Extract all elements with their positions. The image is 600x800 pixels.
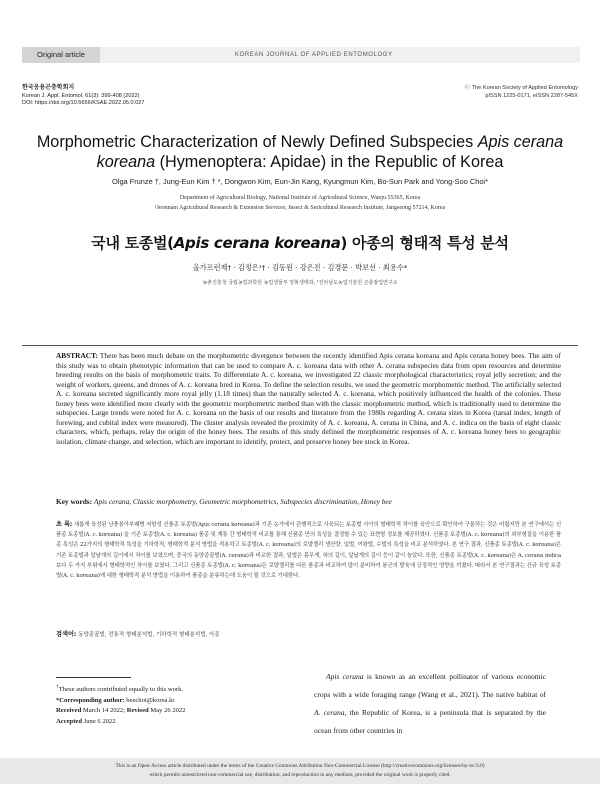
title-ko-species: Apis cerana koreana	[173, 234, 341, 252]
corresponding-email[interactable]: beechoi@korea.kr	[126, 696, 175, 704]
article-title-korean	[30, 232, 570, 253]
affiliation-2: ¹Jeonnam Agricultural Research & Extension Services, Insect & Sericultural Research Institute, Jangseong 57214, Korea	[154, 204, 446, 211]
article-type-tag: Original article	[22, 47, 100, 63]
affiliation-1: Department of Agricultural Biology, National Institute of Agricultural Science, Wanju 55365, Korea	[179, 195, 421, 201]
article-title-english	[30, 132, 570, 172]
corresponding-author: *Corresponding author: beechoi@korea.kr	[56, 696, 175, 704]
title-en-species: Apis cerana koreana	[96, 133, 564, 171]
abstract-label: ABSTRACT:	[56, 351, 98, 360]
keywords-label: Key words:	[56, 497, 93, 506]
header-band	[0, 47, 600, 63]
korean-abstract-label: 초 록:	[56, 521, 73, 528]
license-footer	[0, 758, 600, 784]
footnote-rule	[56, 677, 131, 678]
abstract-text: There has been much debate on the morphometric divergence between the recently identified Apis cerana koreana and Apis cerana honey bees. The aim of this study was to obtain phenotypic information that can be used to compare A. c. koreana data with other A. cerana subspecies data from open resources and determine breeding results on the basis of morphometric traits. To differentiate A. c. koreana, we investigated 22 classic morphological characteristics; royal jelly secretion; and the weight of workers, queens, and drones of A. c. koreana bred in Korea. To define the selection results, we used the geometric morphometric method. The artificially selected A. c. koreana secreted significantly more royal jelly (1.18 times) than the naturally selected A. c. koreana, which positively influenced the health of the colonies. These honey bees were identified more clearly with the geometric morphometric method than with the classic morphometric method, which is traditionally used to determine the subspecies. Large trends were noted for A. c. koreana on the basis of our results and literature from the 1980s regarding A. cerana sizes in Korea (tarsal index, length of forewing, and cubital index were measured). The cluster analysis revealed the proximity of A. c. koreana, A. cerana in China, and A. c. indica on the basis of eight classic characters, which, perhaps, relay the origin of the honey bees. The results of this study defined the morphometric responses of A. c. koreana honey bees to geographic isolation, climate change, and selection, which are important to identify, protect, and preserve honey bee stock in Korea.	[56, 351, 561, 446]
date-accepted: Accepted June 6 2022	[56, 717, 116, 725]
korean-keywords-label: 검색어:	[56, 631, 77, 638]
copyright-society: ⓒ The Korean Society of Applied Entomology	[464, 85, 578, 91]
title-ko-part1: 국내 토종벌(	[91, 234, 174, 252]
abstract-korean	[56, 520, 561, 581]
korean-keywords-text: 동양종꿀벌, 전통적 형태분석법, 기하학적 형태분석법, 아종	[78, 632, 220, 638]
doi-link[interactable]: DOI: https://doi.org/10.5656/KSAE.2022.05.0.027	[22, 100, 145, 106]
intro-body-text: Apis cerana is known as an excellent pollinator of various economic crops with a wide foraging range (Wang et al., 2021). The native habitat of A. cerana, the Republic of Korea, is a peninsula that is separated by the ocean from other countries in	[314, 672, 546, 735]
citation-block	[22, 85, 145, 108]
dates-received-revised: Received March 14 2022; Revised May 26 2022	[56, 707, 186, 715]
keywords-korean	[56, 629, 561, 638]
divider-top	[22, 345, 578, 346]
title-en-part2: (Hymenoptera: Apidae) in the Republic of Korea	[155, 153, 504, 171]
affiliations-english	[30, 194, 570, 213]
body-species: Apis cerana	[326, 672, 364, 681]
license-line-1: This is an Open-Access article distributed under the terms of the Creative Commons Attribution Non-Commercial License (http://creativecommons.org/licenses/by-nc/3.0)	[115, 763, 485, 769]
title-en-part1: Morphometric Characterization of Newly Defined Subspecies	[36, 133, 478, 151]
footnotes	[56, 677, 268, 727]
title-ko-part2: ) 아종의 형태적 특성 분석	[340, 234, 509, 252]
equal-contribution-note: †These authors contributed equally to this work.	[56, 684, 184, 694]
license-line-2: which permits unrestricted non-commercial use, distribution, and reproduction in any medium, provided the original work is properly cited.	[149, 771, 451, 778]
keywords-english	[56, 497, 561, 507]
issn-line: pISSN 1225-0171, eISSN 2287-545X	[485, 92, 578, 99]
affiliation-korean: 농촌진흥청 국립농업과학원 농업생물부 양봉생태과, ¹전라남도농업기술원 곤충잠업연구소	[202, 280, 398, 286]
authors-english: Olga Frunze †, Jung-Eun Kim † *, Dongwon Kim, Eun-Jin Kang, Kyungmun Kim, Bo-Sun Park and Yong-Soo Choi*	[112, 177, 488, 186]
korean-abstract-text: 새롭게 육성된 낭충봉아부패병 저항성 신품종 토종벌(Apis cerana koreana)과 기존 농가에서 관행적으로 사육되는 토종벌 사이의 형태학적 차이를 육안으로 확인하여 구분하는 것은 어렵지만 본 연구에서는 신품종 토종벌(A. c. koreana) 을 기존 토종벌(A. c. koreana) 품종 및 계통 간 형태학적 비교를 통해 신품종 만의 특성을 결정할 수 있는 표현형 정보를 제공하였다. 신품종 토종벌(A. c. koreana)의 외부형질을 이용한 품종 특성은 22가지의 형태학적 특성을 기하학적, 형태학적 분석 방법을 적용하고 토종벌(A. c. koreana)의 로얄젤리 생산량, 일벌, 여왕벌, 수벌의 특성을 비교 분석하였다. 본 연구 결과, 신품종 토종벌(A. c. koreana)은 기존 토종벌과 앞날개의 길이에서 차이를 보였으며, 중국의 동양종꿀벌(A. cerana)과 비교한 결과, 일벌은 몸무게, 혀의 길이, 앞날개의 길이 등이 같이 높았다. 또한, 신품종 토종벌(A. c. koreana)은 A. cerana indica 보다 두 가지 부위에서 형태학적인 차이를 보였다. 그리고 신품종 토종벌(A. c. koreana)은 로얄젤리를 다른 품종과 비교하여 많이 분비하여 봉군의 발육에 긍정적인 영향을 끼쳤다. 따라서 본 연구결과는 신규 육성 토종벌(A. c. koreana)에 대한 형태학적 분석 방법을 이용하여 품종을 분류하는데 도움이 될 것으로 기대한다.	[56, 522, 561, 580]
abstract-english	[56, 351, 561, 446]
journal-name: KOREAN JOURNAL OF APPLIED ENTOMOLOGY	[235, 52, 393, 58]
volume-line: Korean J. Appl. Entomol. 61(3): 399-408 (2022)	[22, 92, 140, 99]
copyright-block	[465, 85, 578, 100]
keywords-text: Apis cerana, Classic morphometry, Geometric morphometrics, Subspecies discrimination, Honey bee	[93, 497, 392, 506]
authors-korean: 올가프런제† · 김정은¹† · 김동원 · 강은진 · 김경문 · 박보선 · 최용수*	[192, 263, 408, 272]
journal-korean-name: 한국응용곤충학회지	[22, 85, 75, 91]
